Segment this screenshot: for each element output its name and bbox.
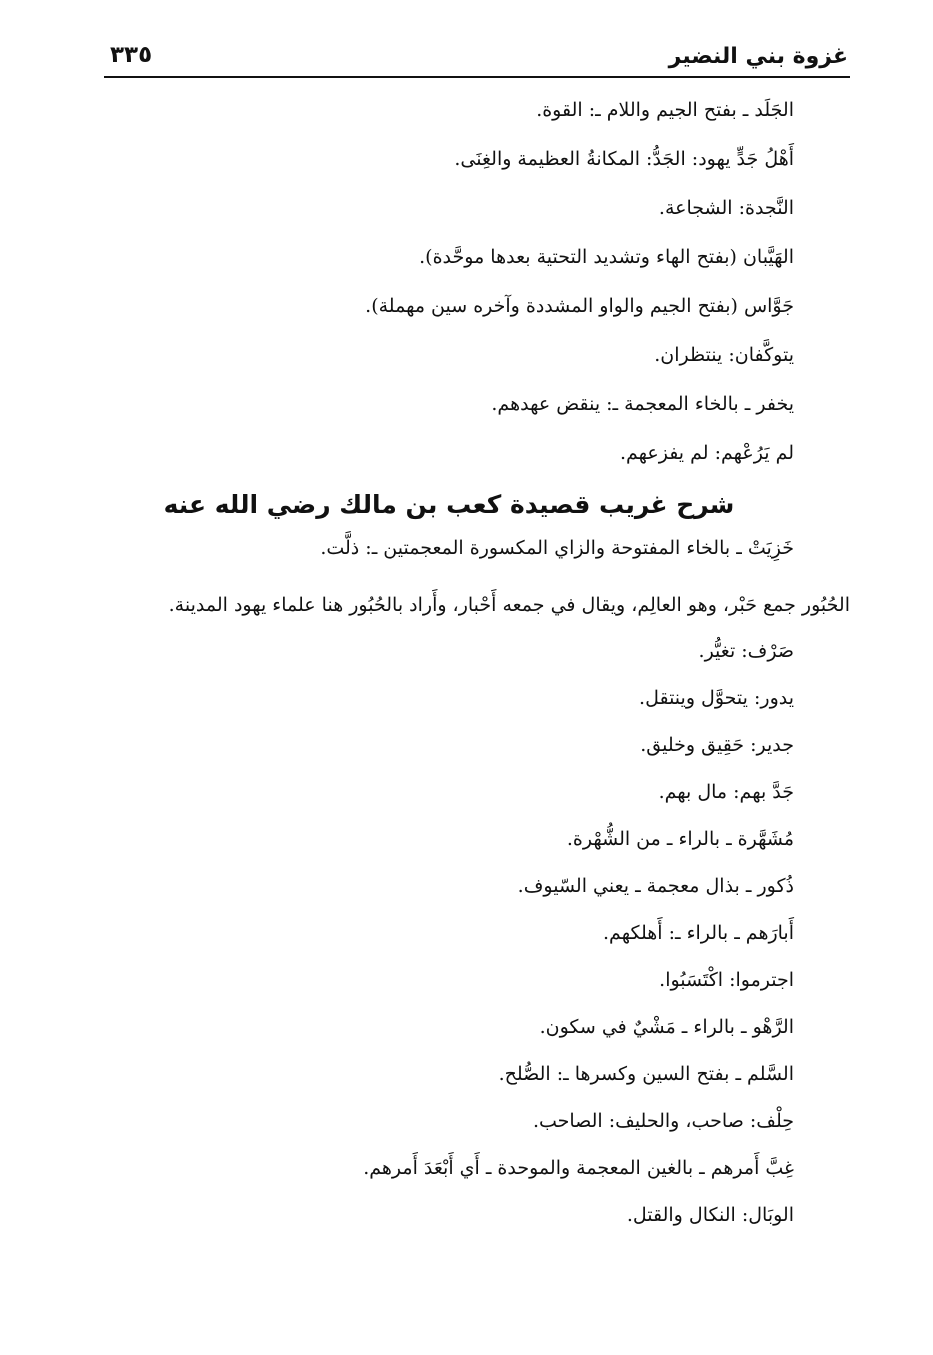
glossary-entry: أَهْلُ جَدٍّ يهود: الجَدُّ: المكانةُ العظيمة والغِنَى.	[454, 148, 794, 170]
glossary-entry: جَدَّ بهم: مال بهم.	[658, 781, 794, 803]
glossary-entry: السَّلم ـ بفتح السين وكسرها ـ: الصُّلح.	[498, 1063, 794, 1085]
glossary-entry: حِلْف: صاحب، والحليف: الصاحب.	[532, 1110, 794, 1132]
glossary-entry: ذُكور ـ بذال معجمة ـ يعني السّيوف.	[517, 875, 794, 897]
glossary-entry: الرَّهْو ـ بالراء ـ مَشْيٌ في سكون.	[539, 1016, 794, 1038]
glossary-entry: الهَيَّبان (بفتح الهاء وتشديد التحتية بعدها موحَّدة).	[419, 246, 794, 268]
glossary-entry: اجترموا: اكْتَسَبُوا.	[659, 969, 794, 991]
page-number: ٣٣٥	[110, 42, 153, 68]
page-body	[104, 98, 850, 1250]
glossary-entry: مُشَهَّرة ـ بالراء ـ من الشُّهْرة.	[566, 828, 794, 850]
glossary-entry: يخفر ـ بالخاء المعجمة ـ: ينقض عهدهم.	[491, 393, 794, 415]
glossary-entry: لم يَرُعْهم: لم يفزعهم.	[619, 442, 794, 464]
glossary-entry: النَّجدة: الشجاعة.	[658, 197, 794, 219]
section-heading: شرح غريب قصيدة كعب بن مالك رضي الله عنه	[163, 490, 735, 519]
page-header	[104, 36, 850, 76]
glossary-entry: جدير: حَقِيق وخليق.	[640, 734, 794, 756]
running-title: غزوة بني النضير	[668, 44, 848, 69]
glossary-entry: يدور: يتحوَّل وينتقل.	[639, 687, 794, 709]
glossary-entry: الحُبُور جمع حَبْر، وهو العالِم، ويقال في جمعه أَحْبار، وأَراد بالحُبُور هنا علماء يهود المدينة.	[168, 594, 850, 616]
glossary-entry: أَبارَهم ـ بالراء ـ: أَهلكهم.	[603, 922, 794, 944]
glossary-entry: يتوكَّفان: ينتظران.	[654, 344, 794, 366]
glossary-entry: الوبَال: النكال والقتل.	[626, 1204, 794, 1226]
glossary-entry: صَرْف: تغيُّر.	[698, 640, 794, 662]
glossary-entry: جَوَّاس (بفتح الجيم والواو المشددة وآخره سين مهملة).	[365, 295, 794, 317]
glossary-entry: الجَلَد ـ بفتح الجيم واللام ـ: القوة.	[536, 99, 794, 121]
glossary-list	[104, 639, 794, 1227]
glossary-entry: غِبَّ أَمرهم ـ بالغين المعجمة والموحدة ـ أَي أَبْعَدَ أَمرهم.	[363, 1157, 794, 1179]
glossary-entry: خَزِيَتْ ـ بالخاء المفتوحة والزاي المكسورة المعجمتين ـ: ذلَّت.	[320, 537, 794, 559]
header-rule	[104, 76, 850, 78]
